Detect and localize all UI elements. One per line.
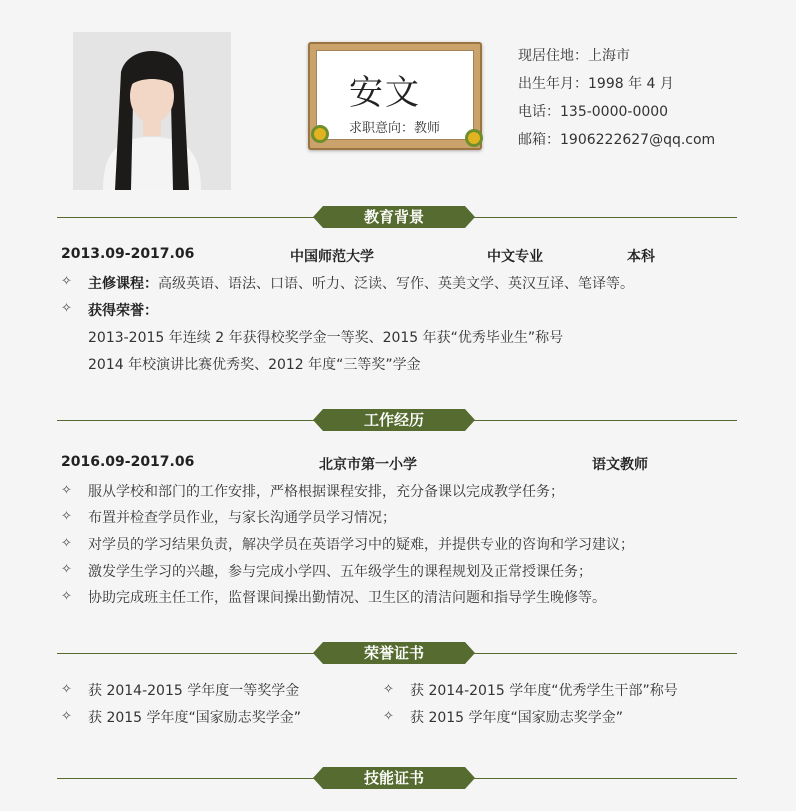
- profile-photo: [73, 32, 231, 190]
- bullet-icon: ✧: [61, 301, 72, 316]
- honor-line: 2013-2015 年连续 2 年获得校奖学金一等奖、2015 年获“优秀毕业生”称号: [88, 330, 564, 346]
- honor-line: 2014 年校演讲比赛优秀奖、2012 年度“三等奖”学金: [88, 357, 421, 373]
- education-date: 2013.09-2017.06: [61, 246, 195, 262]
- courses-line: [88, 273, 634, 293]
- work-section-title: 工作经历: [323, 409, 465, 431]
- bullet-icon: ✧: [383, 709, 394, 724]
- contact-birth: 出生年月：1998 年 4 月: [518, 76, 674, 92]
- education-school: 中国师范大学: [290, 249, 374, 265]
- contact-email: 邮箱：1906222627@qq.com: [518, 132, 716, 148]
- bullet-icon: ✧: [61, 509, 72, 524]
- contact-phone: 电话：135-0000-0000: [518, 104, 669, 120]
- work-date: 2016.09-2017.06: [61, 454, 195, 470]
- work-item: 布置并检查学员作业，与家长沟通学员学习情况；: [88, 510, 396, 526]
- work-role: 语文教师: [592, 457, 648, 473]
- work-org: 北京市第一小学: [319, 457, 417, 473]
- work-item: 对学员的学习结果负责，解决学员在英语学习中的疑难，并提供专业的咨询和学习建议；: [88, 537, 634, 553]
- bullet-icon: ✧: [61, 483, 72, 498]
- bullet-icon: ✧: [61, 274, 72, 289]
- work-item: 协助完成班主任工作，监督课间操出勤情况、卫生区的清洁问题和指导学生晚修等。: [88, 590, 606, 606]
- education-section-title: 教育背景: [323, 206, 465, 228]
- honor-item: 获 2015 学年度“国家励志奖学金”: [88, 710, 302, 726]
- job-intent: 求职意向：教师: [349, 121, 441, 136]
- bullet-icon: ✧: [61, 682, 72, 697]
- flower-decoration-left: [314, 128, 326, 140]
- bullet-icon: ✧: [383, 682, 394, 697]
- honors-section-title: 荣誉证书: [323, 642, 465, 664]
- bullet-icon: ✧: [61, 589, 72, 604]
- honor-item: 获 2014-2015 学年度一等奖学金: [88, 683, 300, 699]
- contact-address: 现居住地：上海市: [518, 48, 630, 64]
- honors-label: 获得荣誉：: [88, 303, 158, 319]
- courses-text: 高级英语、语法、口语、听力、泛读、写作、英美文学、英汉互译、笔译等。: [158, 276, 634, 292]
- skills-section-title: 技能证书: [323, 767, 465, 789]
- work-item: 服从学校和部门的工作安排，严格根据课程安排，充分备课以完成教学任务；: [88, 484, 564, 500]
- flower-decoration-right: [468, 132, 480, 144]
- education-major: 中文专业: [487, 249, 543, 265]
- honor-item: 获 2015 学年度“国家励志奖学金”: [410, 710, 624, 726]
- honor-item: 获 2014-2015 学年度“优秀学生干部”称号: [410, 683, 678, 699]
- bullet-icon: ✧: [61, 536, 72, 551]
- education-degree: 本科: [627, 249, 655, 265]
- candidate-name: 安文: [349, 73, 421, 113]
- name-board: [308, 42, 482, 150]
- courses-label: 主修课程：: [88, 276, 158, 292]
- work-item: 激发学生学习的兴趣，参与完成小学四、五年级学生的课程规划及正常授课任务；: [88, 564, 592, 580]
- bullet-icon: ✧: [61, 709, 72, 724]
- bullet-icon: ✧: [61, 562, 72, 577]
- portrait-image: [73, 32, 231, 190]
